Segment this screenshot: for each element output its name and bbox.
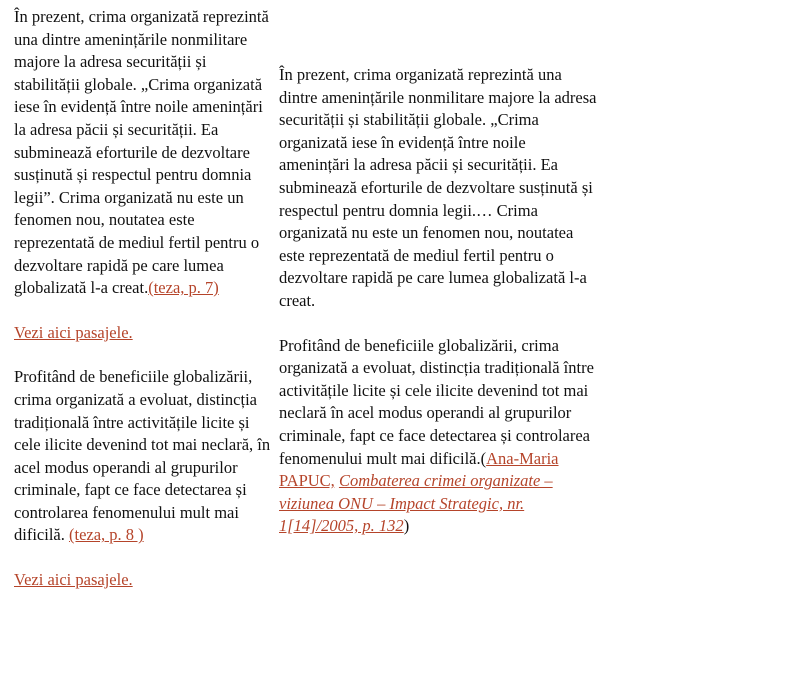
source-open-paren: ( xyxy=(480,448,487,468)
left-citation-1-link[interactable]: (teza, p. 7) xyxy=(148,278,219,298)
spacer xyxy=(14,547,276,569)
left-column xyxy=(14,6,276,592)
source-close-paren: ) xyxy=(403,516,410,536)
right-paragraph-1: În prezent, crima organizată reprezintă una dintre amenințările nonmilitare majore la adresa securității și stabilității globale. „Crima organizată iese în evidență între noile amenințări la adresa păcii și securității. Ea subminează eforturile de dezvoltare susținută și respectul pentru domnia legii.… Crima organizată nu este un fenomen nou, noutatea este reprezentată de mediul fertil pentru o dezvoltare rapidă pe care lumea globalizată l-a creat. xyxy=(279,65,597,310)
spacer xyxy=(279,313,599,335)
right-paragraph-2-text: Profitând de beneficiile globalizării, crima organizată a evoluat, distincția tradițională între activitățile licite și cele ilicite devenind tot mai neclară în acel modus operandi al grupurilor criminale, fapt ce face detectarea și controlarea fenomenului mult mai dificilă. xyxy=(279,335,594,468)
spacer xyxy=(14,300,276,322)
view-passages-link-1[interactable]: Vezi aici pasajele. xyxy=(14,322,133,342)
right-paragraph-2 xyxy=(279,335,599,538)
source-author-link[interactable]: Ana-Maria PAPUC, xyxy=(279,448,559,491)
left-link-2-row xyxy=(14,569,276,592)
left-citation-2-link[interactable]: (teza, p. 8 ) xyxy=(68,525,144,545)
source-title-link[interactable]: Combaterea crimei organizate – viziunea ONU – Impact Strategic, nr. 1[14]/2005, p. 132 xyxy=(279,471,553,536)
left-paragraph-2-text: Profitând de beneficiile globalizării, crima organizată a evoluat, distincția tradițională între activitățile licite și cele ilicite devenind tot mai neclară, în acel modus operandi al grupurilor criminale, fapt ce face detectarea și controlarea fenomenului mult mai dificilă. xyxy=(14,367,271,545)
right-column xyxy=(279,64,599,538)
left-link-1-row xyxy=(14,322,276,345)
view-passages-link-2[interactable]: Vezi aici pasajele. xyxy=(14,570,133,590)
left-paragraph-1-text: În prezent, crima organizată reprezintă una dintre amenințările nonmilitare majore la adresa securității și stabilității globale. „Crima organizată iese în evidență între noile amenințări la adresa păcii și securității. Ea subminează eforturile de dezvoltare susținută și respectul pentru domnia legii”. Crima organizată nu este un fenomen nou, noutatea este reprezentată de mediul fertil pentru o dezvoltare rapidă pe care lumea globalizată l-a creat. xyxy=(14,7,269,298)
spacer xyxy=(14,344,276,366)
left-paragraph-1 xyxy=(14,6,276,300)
left-paragraph-2 xyxy=(14,366,276,547)
